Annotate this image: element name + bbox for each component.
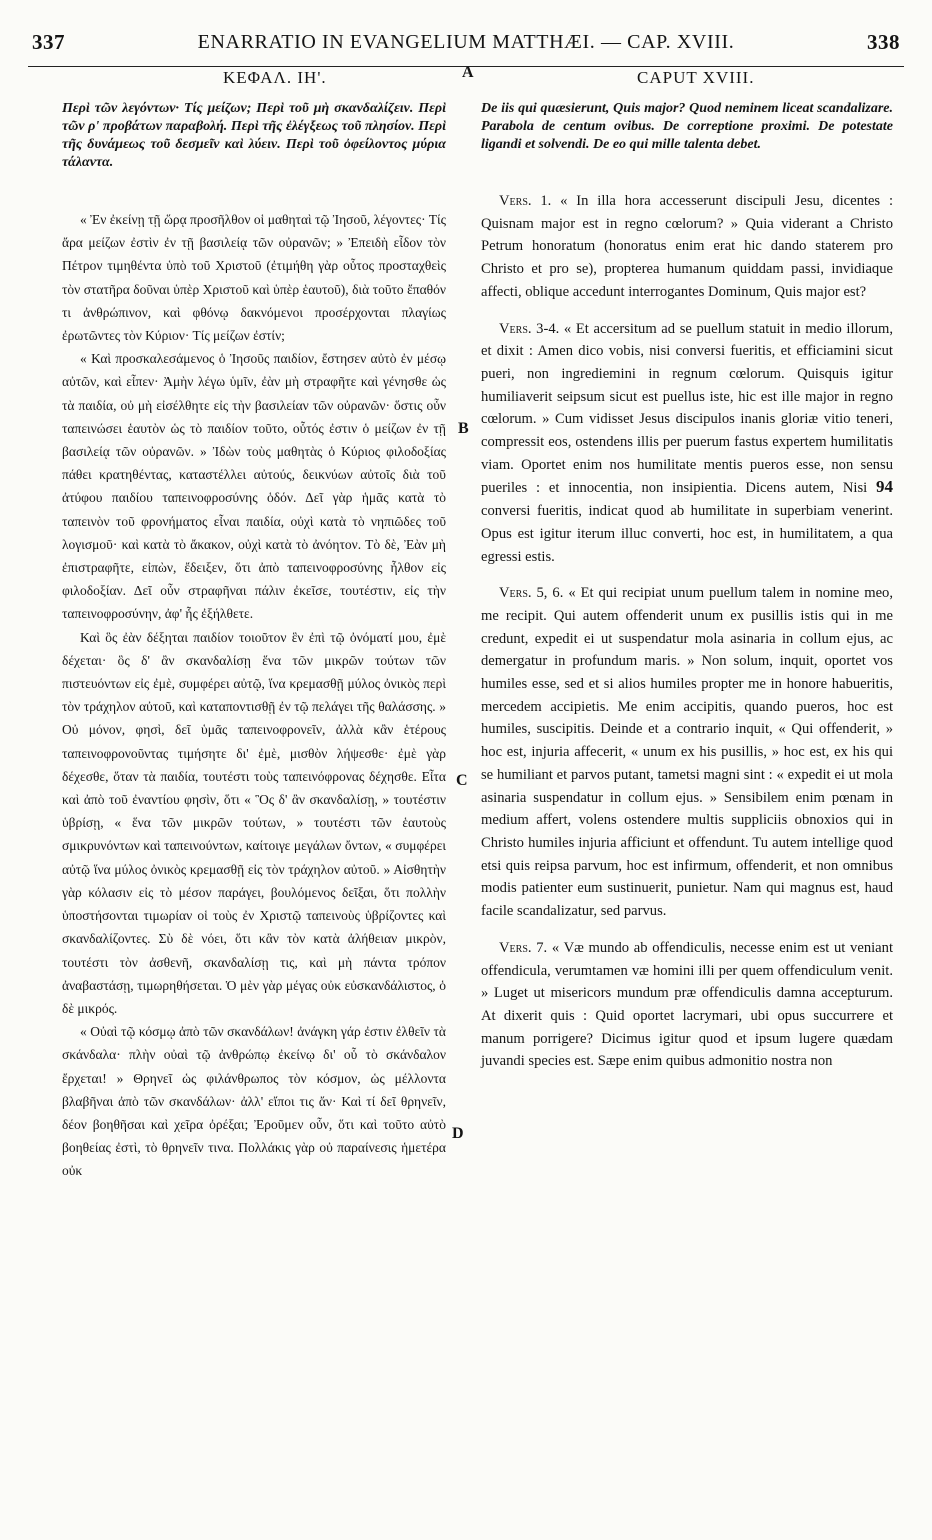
page-number-right: 338	[867, 30, 900, 54]
verse-label: Vers. 1.	[499, 193, 552, 209]
page-number-left: 337	[32, 30, 65, 54]
latin-verse	[481, 318, 893, 569]
greek-paragraph: « Ἐν ἐκείνῃ τῇ ὥρᾳ προσῆλθον οἱ μαθηταὶ τῷ Ἰησοῦ, λέγοντες· Τίς ἄρα μείζων ἐστὶν ἐν τῇ βασιλείᾳ τῶν οὐρανῶν; » Ἐπειδὴ εἶδον τὸν Πέτρον τιμηθέντα ὑπὸ τοῦ Χριστοῦ (ἐτιμήθη γὰρ οὗτος προσταχθεὶς τὸν στατῆρα δοῦναι ὑπὲρ Χριστοῦ καὶ ὑπὲρ ἑαυτοῦ), διὰ τοῦτο ἔπαθόν τι ἀνθρώπινον, καὶ φθόνῳ δακνόμενοι προσέρχονται πλαγίως ἐρωτῶντες τὸν Κύριον· Τίς μείζων ἐστίν;	[62, 212, 446, 344]
running-header	[28, 30, 904, 67]
latin-column	[481, 100, 893, 1073]
greek-paragraph: « Καὶ προσκαλεσάμενος ὁ Ἰησοῦς παιδίον, ἔστησεν αὐτὸ ἐν μέσῳ αὐτῶν, καὶ εἶπεν· Ἀμὴν λέγω ὑμῖν, ἐὰν μὴ στραφῆτε καὶ γένησθε ὡς τὰ παιδία, οὐ μὴ εἰσέλθητε εἰς τὴν βασιλείαν τῶν οὐρανῶν· ὅστις οὖν ταπεινώσει ἑαυτὸν ὡς τὸ παιδίον τοῦτο, οὗτός ἐστιν ὁ μείζων ἐν τῇ βασιλείᾳ τῶν οὐρανῶν. » Ἰδὼν τοὺς μαθητὰς ὁ Κύριος φιλοδοξίας πάθει κρατηθέντας, καταστέλλει αὐτούς, δεικνύων αὐτοῖς διὰ τοῦ ἀτύφου παιδίου ταπεινοφροσύνης ὁδόν. Δεῖ γὰρ ἡμᾶς κατὰ τὸ ταπεινὸν τοῦ φρονήματος εἶναι παιδία, οὐχὶ κατὰ τὸ νηπιῶδες τοῦ λογισμοῦ· καὶ κατὰ τὸ ἄκακον, οὐχὶ κατὰ τὸ ἀνόητον. Τὸ δὲ, Ἐὰν μὴ ἐπιστραφῆτε, εἰπὼν, ἔδειξεν, ὅτι ἀπὸ ταπεινοφροσύνης ἦλθον εἰς φιλοδοξίαν. Δεῖ οὖν στραφῆναι πάλιν ἐκεῖσε, τουτέστιν, εἰς τὴν ταπεινοφροσύνην, ἀφ' ἧς ἐξήλθετε.	[62, 351, 446, 622]
verse-text: conversi fueritis, indicat quod ab humilitate in superbiam venerint. Opus est igitur iterum illuc converti, hoc est, in humilitatem, a qua egressi estis.	[481, 503, 893, 565]
column-number-mark: 94	[876, 477, 893, 497]
verse-label: Vers. 3-4.	[499, 320, 560, 337]
verse-text: « Et accersitum ad se puellum statuit in medio illorum, et dixit : Amen dico vobis, nisi conversi fueritis, et efficiamini sicut pueri, non ingrediemini in regnum cœlorum. Quisquis igitur humiliaverit seipsum sicut est puellus iste, hic est ille major in regno cœlorum. » Cum vidisset Jesus discipulos inanis gloriæ vitio teneri, compressit eos, ostendens illis per puerum fastus expertem humilitatis viam. Oportet enim nos humilitate mentis pueros esse, non sensu pueriles : et innocentia, non insipientia. Dicens autem, Nisi	[481, 320, 894, 497]
greek-summary: Περὶ τῶν λεγόντων· Τίς μείζων; Περὶ τοῦ μὴ σκανδαλίζειν. Περὶ τῶν ρ' προβάτων παραβολή. Περὶ τῆς ἐλέγξεως τοῦ πλησίον. Περὶ τῆς δυνάμεως τοῦ δεσμεῖν καὶ λύειν. Περὶ τοῦ ὀφείλοντος μύρια τάλαντα.	[62, 101, 446, 170]
section-marker-d: D	[452, 1125, 464, 1142]
verse-text: « Væ mundo ab offendiculis, necesse enim est ut veniant offendicula, verumtamen væ homini illi per quem offendiculum venit. » Luget ut misericors mundum præ offendiculis damna accepturum. At dixerit quis : Quid oportet lacrymari, ubi opus succurrere et manum porrigere? Dicimus igitur quod et ipsum lugere quædam juvandi species est. Sæpe enim quibus admonitio nostra non	[481, 939, 893, 1070]
latin-verse	[481, 582, 893, 923]
greek-paragraph: « Οὐαὶ τῷ κόσμῳ ἀπὸ τῶν σκανδάλων! ἀνάγκη γάρ ἐστιν ἐλθεῖν τὰ σκάνδαλα· πλὴν οὐαὶ τῷ ἀνθρώπῳ ἐκείνῳ δι' οὗ τὸ σκάνδαλον ἔρχεται! » Θρηνεῖ ὡς φιλάνθρωπος τὸν κόσμον, ὡς μέλλοντα βλαβῆναι ἀπὸ τῶν σκανδάλων· ἀλλ' εἴποι τις ἄν· Καὶ τί δεῖ θρηνεῖν, δέον βοηθῆσαι καὶ χεῖρα ὀρέξαι; Ἐροῦμεν οὖν, ὅτι καὶ τοῦτο αὐτὸ βοηθείας ἐστὶ, τὸ θρηνεῖν τινα. Πολλάκις γὰρ οὐ παραίνεσις ἡμετέρα οὐκ	[62, 1024, 446, 1179]
section-marker-c: C	[456, 772, 468, 789]
section-marker-b: B	[458, 420, 469, 437]
greek-paragraph: Καὶ ὃς ἐὰν δέξηται παιδίον τοιοῦτον ἓν ἐπὶ τῷ ὀνόματί μου, ἐμὲ δέχεται· ὃς δ' ἂν σκανδαλίσῃ ἕνα τῶν μικρῶν τούτων τῶν πιστευόντων εἰς ἐμὲ, συμφέρει αὐτῷ, ἵνα κρεμασθῇ μύλος ὀνικὸς περὶ τὸν τράχηλον αὐτοῦ, καὶ καταποντισθῇ ἐν τῷ πελάγει τῆς θαλάσσης. » Οὐ μόνον, φησὶ, δεῖ ὑμᾶς ταπεινοφρονεῖν, ἀλλὰ κἂν ἑτέρους ταπεινοφρονοῦντας τιμήσητε δι' ἐμὲ, μισθὸν λήψεσθε· ἐμὲ γὰρ δέχεσθε, ὅταν τὰ παιδία, τουτέστι τοὺς ταπεινόφρονας δέχησθε. Εἶτα καὶ ἀπὸ τοῦ ἐναντίου φησὶν, ὅτι « Ὃς δ' ἂν σκανδαλίσῃ, » τουτέστιν ὑβρίσῃ, « ἕνα τῶν μικρῶν τούτων, » τουτέστι τῶν ἑαυτοὺς σμικρυνόντων καὶ ταπεινούντων, καίτοιγε μεγάλων ὄντων, « συμφέρει αὐτῷ ἵνα μύλος ὀνικὸς κρεμασθῇ εἰς τὸν τράχηλον αὐτοῦ. » Αἰσθητὴν γὰρ κόλασιν εἰς τὸ μέσον παράγει, βουλόμενος δεῖξαι, ὅτι πολλὴν ὑποστήσονται τιμωρίαν οἱ τοὺς ἐν Χριστῷ ταπεινοὺς ὑβρίζοντες καὶ σκανδαλίζοντες. Σὺ δὲ νόει, ὅτι κἂν τὸν κατὰ ἀλήθειαν μικρὸν, τουτέστι τὸν ἀσθενῆ, σκανδαλίσῃ τις, καὶ μὴ πάντα τρόπον ἀναβαστάσῃ, τιμωρηθήσεται. Ὁ μὲν γὰρ μέγας οὐκ εὐσκανδάλιστος, ὁ δὲ μικρός.	[62, 629, 446, 1016]
greek-chapter-heading: ΚΕΦΑΛ. ΙΗ'.	[223, 68, 327, 87]
latin-chapter-heading: CAPUT XVIII.	[637, 68, 755, 87]
verse-text: « In illa hora accesserunt discipuli Jesu, dicentes : Quisnam major est in regno cœlorum? » Quia viderant a Christo Petrum honoratum (honoratus enim erat hic dando staterem pro Christo et pro se), propterea humanum quiddam passi, invidiaque affecti, oblique accedunt interrogantes Dominum, Quis major est?	[481, 193, 894, 300]
latin-summary: De iis qui quæsierunt, Quis major? Quod neminem liceat scandalizare. Parabola de centum ovibus. De correptione proximi. De potestate ligandi et solvendi. De eo qui mille talenta debet.	[481, 101, 893, 152]
running-title: ENARRATIO IN EVANGELIUM MATTHÆI. — CAP. XVIII.	[197, 31, 735, 53]
greek-column	[62, 100, 446, 1183]
verse-text: « Et qui recipiat unum puellum talem in nomine meo, me recipit. Qui autem offenderit unum ex pusillis istis qui in me credunt, expedit ei ut suspendatur mola asinaria in collum ejus, ac demergatur in profundum maris. » Non solum, inquit, oportet vos humiles esse, sed et si alios humiles propter me in honore habueritis, mercedem accipietis. Me enim accipitis, quando pueros, hoc est humiles, suscipitis. Deinde et a contrario inquit, « Qui offenderit, » hoc est, injuria affecerit, « unum ex his pusillis, » hoc est, ex his qui se humiliant et parvos putant, tametsi magni sint : « expedit ei ut mola asinaria suspendatur in collum ejus. » Sensibilem enim pœnam in medium affert, volens ostendere multis suppliciis obnoxios qui in Christo humiles injuria afficiunt et offendunt. Tu autem intellige quod etsi quis reipsa parvum, hoc est infirmum, offenderit, et non omnibus modis patienter eum sustinuerit, punietur. Nam qui magnus est, haud facile scandalizatur, sed parvus.	[481, 585, 894, 920]
section-marker-a: A	[462, 64, 474, 81]
latin-verse	[481, 937, 893, 1073]
verse-label: Vers. 5, 6.	[499, 585, 564, 602]
verse-label: Vers. 7.	[499, 939, 548, 956]
latin-verse	[481, 190, 893, 304]
